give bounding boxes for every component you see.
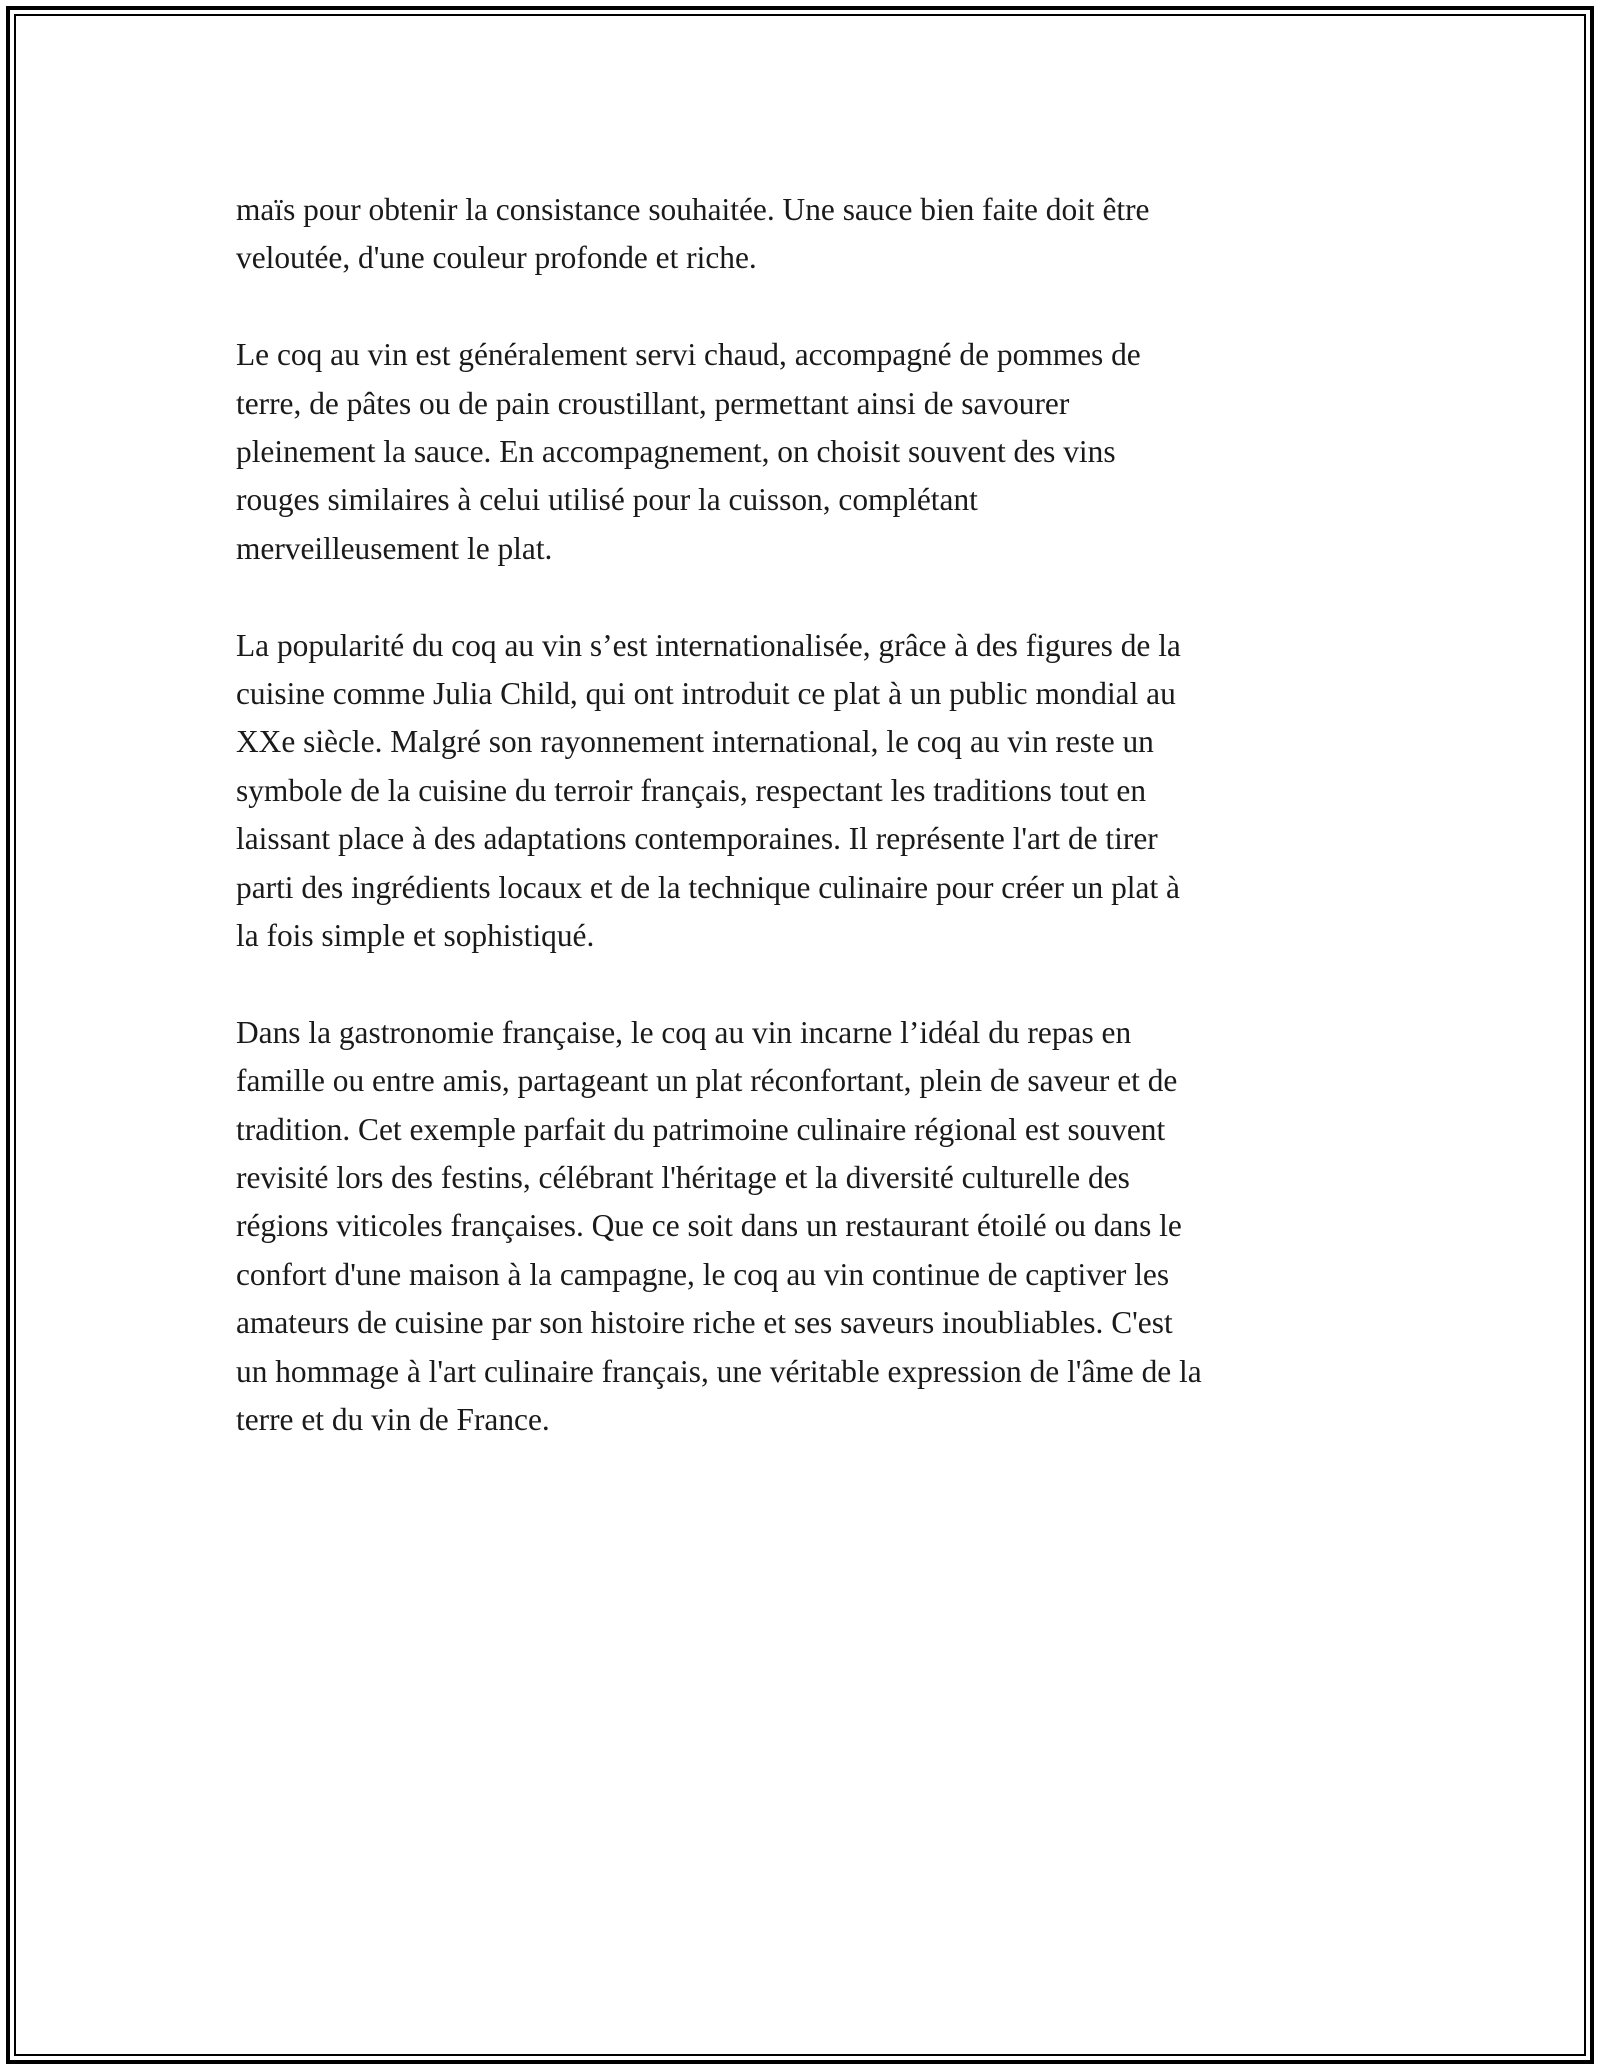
paragraph-gastronomy [236,1009,1376,1445]
text-line: régions viticoles françaises. Que ce soit dans un restaurant étoilé ou dans le [236,1208,1182,1244]
text-line: famille ou entre amis, partageant un plat réconfortant, plein de saveur et de [236,1063,1178,1099]
paragraph-popularity [236,622,1376,961]
paragraph-service [236,331,1376,573]
text-line: terre et du vin de France. [236,1402,550,1438]
text-line: symbole de la cuisine du terroir français, respectant les traditions tout en [236,772,1147,808]
text-line: parti des ingrédients locaux et de la technique culinaire pour créer un plat à [236,869,1180,905]
text-line: cuisine comme Julia Child, qui ont introduit ce plat à un public mondial au [236,676,1176,712]
text-line: La popularité du coq au vin s’est internationalisée, grâce à des figures de la [236,627,1181,663]
text-line: Le coq au vin est généralement servi chaud, accompagné de pommes de [236,337,1141,373]
text-line: un hommage à l'art culinaire français, une véritable expression de l'âme de la [236,1353,1202,1389]
text-line: terre, de pâtes ou de pain croustillant, permettant ainsi de savourer [236,385,1070,421]
text-line: confort d'une maison à la campagne, le coq au vin continue de captiver les [236,1256,1170,1292]
text-line: XXe siècle. Malgré son rayonnement international, le coq au vin reste un [236,724,1154,760]
text-line: tradition. Cet exemple parfait du patrimoine culinaire régional est souvent [236,1111,1166,1147]
paragraph-sauce [236,186,1376,283]
text-line: merveilleusement le plat. [236,530,553,566]
text-line: Dans la gastronomie française, le coq au vin incarne l’idéal du repas en [236,1014,1132,1050]
text-line: veloutée, d'une couleur profonde et riche. [236,240,757,276]
text-line: laissant place à des adaptations contemporaines. Il représente l'art de tirer [236,821,1158,857]
text-line: revisité lors des festins, célébrant l'héritage et la diversité culturelle des [236,1160,1130,1196]
text-line: la fois simple et sophistiqué. [236,918,595,954]
text-line: amateurs de cuisine par son histoire riche et ses saveurs inoubliables. C'est [236,1305,1173,1341]
text-line: pleinement la sauce. En accompagnement, on choisit souvent des vins [236,434,1116,470]
text-line: maïs pour obtenir la consistance souhaitée. Une sauce bien faite doit être [236,192,1150,227]
document-body [236,186,1376,1493]
text-line: rouges similaires à celui utilisé pour la cuisson, complétant [236,482,978,518]
